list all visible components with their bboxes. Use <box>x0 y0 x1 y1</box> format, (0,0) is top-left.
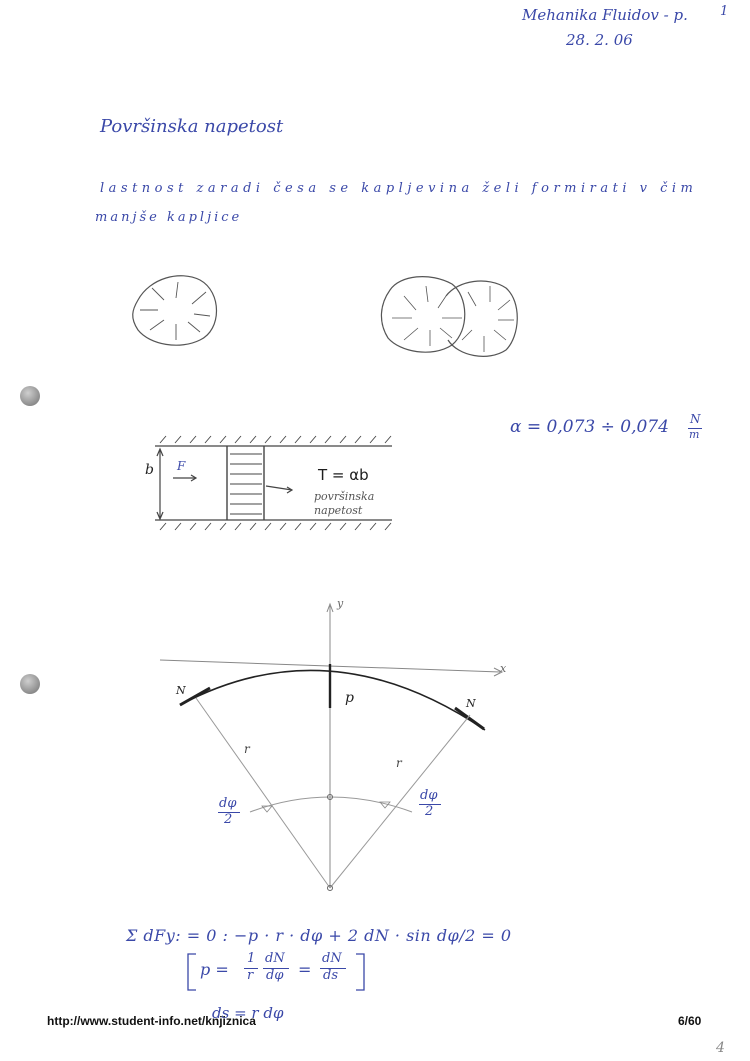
fraction-1-numerator: 1 <box>247 951 256 966</box>
course-title: Mehanika Fluidov - p. <box>522 6 688 24</box>
dphi-right-numerator: dφ <box>420 788 438 803</box>
alpha-unit-denominator: m <box>689 428 700 441</box>
film-force-label: F <box>177 459 186 473</box>
page-number-mark: 1 <box>720 4 729 19</box>
dphi-left-denominator: 2 <box>224 812 233 827</box>
fraction-1-denominator: r <box>247 968 254 983</box>
merging-drop-right <box>446 281 517 356</box>
x-axis-label: x <box>500 662 507 675</box>
tension-left-label: N <box>176 684 186 697</box>
arc-length-equation: ds = r dφ <box>212 1004 284 1022</box>
tension-right-label: N <box>466 697 476 710</box>
dphi-left-numerator: dφ <box>219 796 237 811</box>
force-balance-equation: Σ dFy: = 0 : −p · r · dφ + 2 dN · sin dφ/2 = 0 <box>126 926 512 945</box>
film-width-label: b <box>145 462 154 478</box>
fraction-2-numerator: dN <box>265 951 285 966</box>
radius-right-label: r <box>396 756 402 770</box>
dphi-right-denominator: 2 <box>425 804 434 819</box>
pressure-equation-equals: = <box>298 960 312 979</box>
section-title: Površinska napetost <box>100 116 284 137</box>
definition-line-1: lastnost zaradi česa se kapljevina želi formirati v čim <box>100 181 698 196</box>
merging-drops-pressure-arrows <box>392 286 514 352</box>
radius-left-label: r <box>244 742 250 756</box>
fraction-3-denominator: ds <box>323 968 338 983</box>
corner-page-mark: 4 <box>716 1040 725 1056</box>
fraction-2-denominator: dφ <box>266 968 284 983</box>
date: 28. 2. 06 <box>566 31 633 49</box>
pressure-equation-lhs: p = <box>200 960 229 979</box>
footer-page-number: 6/60 <box>678 1014 702 1028</box>
single-drop-outline <box>133 276 217 345</box>
fraction-3-numerator: dN <box>322 951 342 966</box>
single-drop-pressure-arrows <box>140 282 210 340</box>
film-note-line-1: površinska <box>314 490 375 503</box>
merging-drop-left <box>381 277 464 353</box>
curved-surface-diagram <box>160 604 502 891</box>
definition-line-2: manjše kapljice <box>95 210 243 225</box>
pressure-label: p <box>345 690 354 706</box>
film-note-line-2: napetost <box>314 504 363 517</box>
tension-formula: T = αb <box>318 466 369 484</box>
y-axis-label: y <box>337 597 344 610</box>
alpha-formula: α = 0,073 ÷ 0,074 <box>510 417 669 437</box>
alpha-unit-numerator: N <box>690 412 701 426</box>
footer-url[interactable]: http://www.student-info.net/knjiznica <box>47 1014 256 1028</box>
